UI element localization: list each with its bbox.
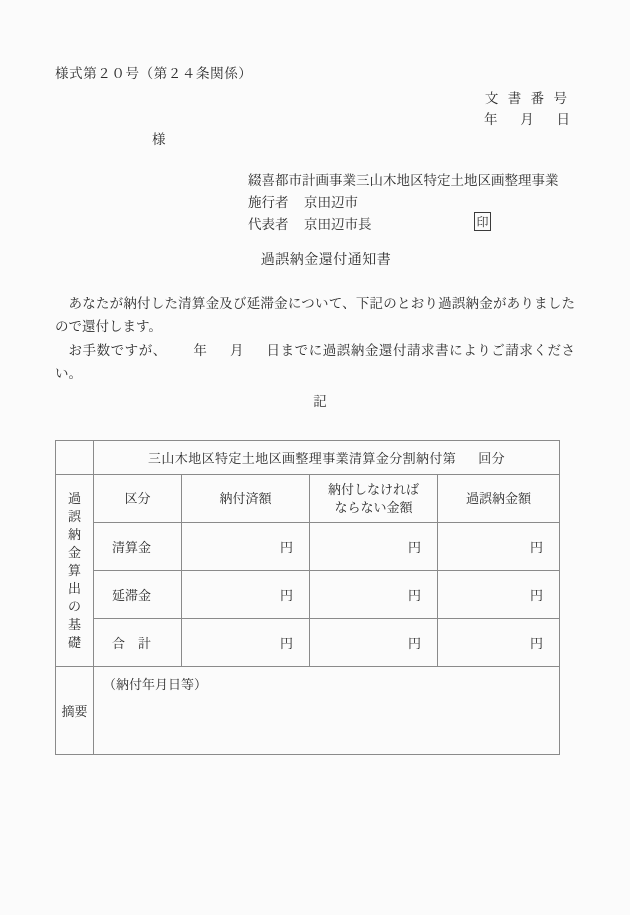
table-note-row: [56, 667, 560, 755]
addressee-honorific: 様: [152, 132, 166, 147]
issuer-executor-row: [248, 192, 559, 214]
date-day-label: 日: [556, 112, 570, 127]
vertical-header-basis: [56, 475, 94, 667]
vertical-char-5: 出: [67, 580, 81, 596]
cell-total-overpaid: 円: [438, 619, 560, 667]
table-caption-pre: 三山木地区特定土地区画整理事業清算金分割納付第: [148, 451, 457, 466]
body-paragraph-1: あなたが納付した清算金及び延滞金について、下記のとおり過誤納金がありましたので還付します。: [55, 296, 575, 334]
column-header-payable: [310, 475, 438, 523]
column-header-payable-line1: 納付しなければ: [327, 481, 419, 497]
cell-entaikin-overpaid: 円: [438, 571, 560, 619]
vertical-char-1: 誤: [67, 508, 81, 524]
body-deadline-month: 月: [229, 343, 245, 358]
document-number-label: 文 書 番 号: [484, 91, 570, 106]
issuer-project-name: 綴喜都市計画事業三山木地区特定土地区画整理事業: [248, 173, 559, 188]
cell-seisankin-payable: 円: [310, 523, 438, 571]
issuer-representative-row: [248, 214, 559, 236]
document-title: 過誤納金還付通知書: [260, 253, 392, 268]
vertical-char-2: 納: [67, 526, 81, 542]
table-caption-post: 回分: [478, 451, 506, 466]
vertical-char-6: の: [67, 598, 81, 614]
table-caption-spacer: [56, 441, 94, 475]
body-text: [55, 292, 575, 386]
cell-entaikin-payable: 円: [310, 571, 438, 619]
row-label-total: 合 計: [94, 619, 182, 667]
table-header-row: [56, 475, 560, 523]
cell-seisankin-overpaid: 円: [438, 523, 560, 571]
row-label-entaikin: 延滞金: [94, 571, 182, 619]
table-caption-cell: [94, 441, 560, 475]
seal-stamp-box: 印: [474, 212, 491, 231]
table-caption-row: [56, 441, 560, 475]
body-paragraph-2: [55, 339, 575, 385]
table-row: [56, 523, 560, 571]
document-meta: [484, 88, 572, 130]
issuer-representative-label: 代表者: [248, 217, 289, 232]
issuer-executor-label: 施行者: [248, 195, 289, 210]
form-number: 様式第２０号（第２４条関係）: [55, 66, 253, 81]
body-paragraph-2-pre: お手数ですが、: [68, 343, 167, 358]
body-paragraph-2-post: 日までに過誤納金還付請求書によりご請求ください。: [55, 343, 576, 381]
date-year-label: 年: [484, 112, 498, 127]
table-row: [56, 571, 560, 619]
cell-total-paid: 円: [182, 619, 310, 667]
vertical-char-8: 礎: [67, 634, 81, 650]
calculation-table-wrap: [55, 440, 559, 755]
cell-seisankin-paid: 円: [182, 523, 310, 571]
vertical-char-7: 基: [67, 616, 81, 632]
note-body: （納付年月日等）: [94, 667, 560, 755]
note-label: 摘要: [56, 667, 94, 755]
vertical-char-3: 金: [67, 544, 81, 560]
issuer-executor-name: 京田辺市: [304, 195, 358, 210]
row-label-seisankin: 清算金: [94, 523, 182, 571]
cell-total-payable: 円: [310, 619, 438, 667]
document-date-line: [484, 109, 572, 130]
column-header-overpaid: 過誤納金額: [438, 475, 560, 523]
vertical-char-4: 算: [67, 562, 81, 578]
ki-mark: 記: [313, 394, 327, 409]
body-deadline-year: 年: [192, 343, 208, 358]
column-header-kubun: 区分: [94, 475, 182, 523]
cell-entaikin-paid: 円: [182, 571, 310, 619]
issuer-block: [248, 170, 559, 236]
table-row: [56, 619, 560, 667]
column-header-paid: 納付済額: [182, 475, 310, 523]
calculation-table: [55, 440, 560, 755]
column-header-payable-line2: ならない金額: [334, 499, 413, 515]
vertical-char-0: 過: [67, 490, 81, 506]
date-month-label: 月: [520, 112, 534, 127]
issuer-representative-name: 京田辺市長: [304, 217, 372, 232]
